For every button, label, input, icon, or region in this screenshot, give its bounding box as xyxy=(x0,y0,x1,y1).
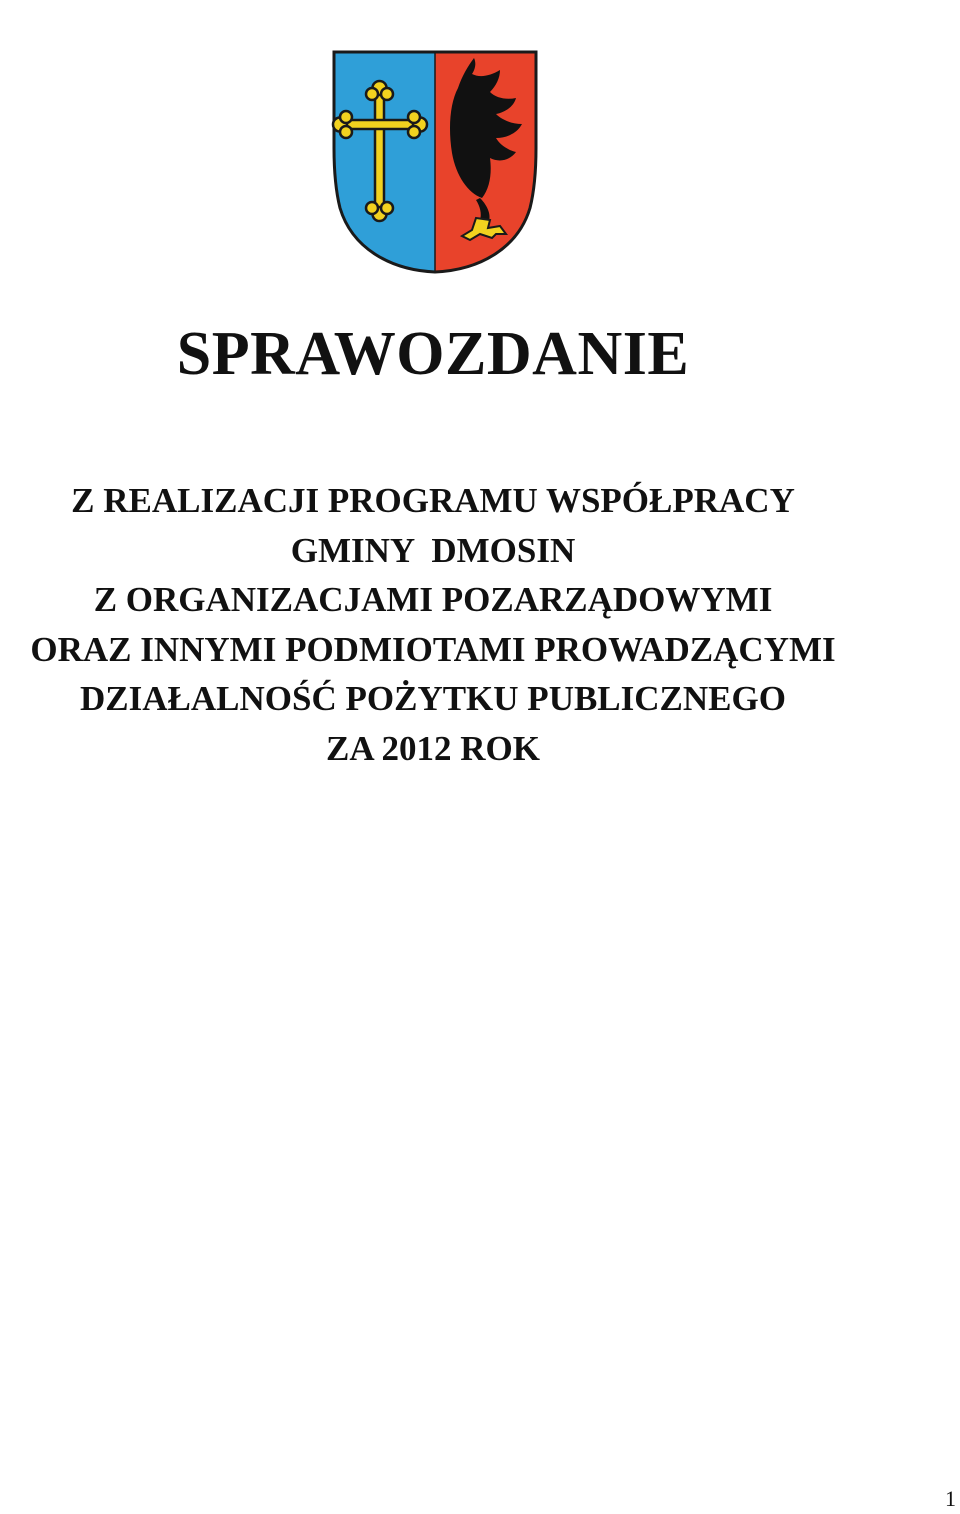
coat-of-arms xyxy=(330,48,540,276)
subtitle-line: GMINY DMOSIN xyxy=(290,530,576,570)
subtitle-line: ORAZ INNYMI PODMIOTAMI PROWADZĄCYMI xyxy=(30,629,836,669)
document-subtitle xyxy=(0,476,866,773)
page-number: 1 xyxy=(945,1486,956,1511)
document-title: SPRAWOZDANIE xyxy=(176,320,690,388)
subtitle-line: DZIAŁALNOŚĆ POŻYTKU PUBLICZNEGO xyxy=(80,679,786,718)
subtitle-line: Z REALIZACJI PROGRAMU WSPÓŁPRACY xyxy=(71,481,795,520)
subtitle-line: Z ORGANIZACJAMI POZARZĄDOWYMI xyxy=(93,580,773,619)
subtitle-line: ZA 2012 ROK xyxy=(326,728,540,768)
coat-of-arms-image xyxy=(330,48,540,276)
